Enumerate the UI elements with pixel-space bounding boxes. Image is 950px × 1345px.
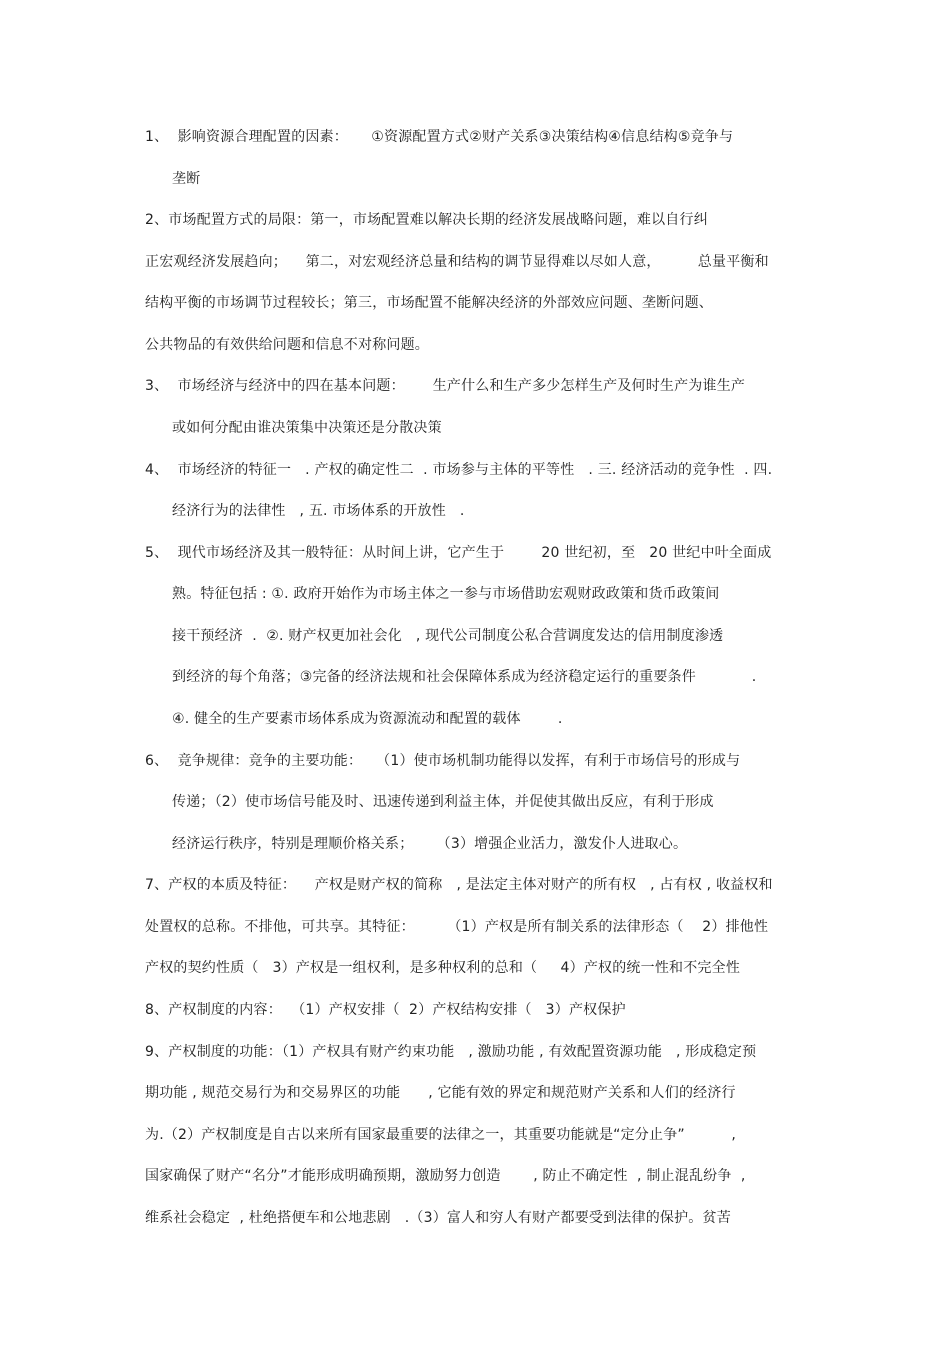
text-line: 国家确保了财产“名分”才能形成明确预期，激励努力创造 , 防止不确定性 , 制止混乱纷争 ,	[145, 1168, 746, 1184]
text-line: 正宏观经济发展趋向； 第二，对宏观经济总量和结构的调节显得难以尽如人意， 总量平衡和	[145, 254, 769, 270]
text-line: 公共物品的有效供给问题和信息不对称问题。	[145, 337, 429, 353]
text-line: 处置权的总称。不排他，可共享。其特征： （1）产权是所有制关系的法律形态（ 2）排他性	[145, 919, 769, 935]
text-line: 9、产权制度的功能：（1）产权具有财产约束功能 , 激励功能 , 有效配置资源功能 , 形成稳定预	[145, 1044, 757, 1060]
text-line: 产权的契约性质（ 3）产权是一组权利，是多种权利的总和（ 4）产权的统一性和不完全性	[145, 960, 741, 976]
text-line: 熟。特征包括 : ①. 政府开始作为市场主体之一参与市场借助宏观财政政策和货币政策间	[172, 586, 720, 602]
text-line: 5、 现代市场经济及其一般特征：从时间上讲，它产生于 20 世纪初，至 20 世纪中叶全面成	[145, 545, 772, 561]
text-line: 垄断	[172, 171, 201, 187]
text-line: 4、 市场经济的特征一 . 产权的确定性二 . 市场参与主体的平等性 . 三. 经济活动的竞争性 . 四.	[145, 462, 773, 478]
text-line: 3、 市场经济与经济中的四在基本问题： 生产什么和生产多少怎样生产及何时生产为谁生产	[145, 378, 746, 394]
text-line: ④. 健全的生产要素市场体系成为资源流动和配置的载体 .	[172, 711, 563, 727]
text-line: 传递；（2）使市场信号能及时、迅速传递到利益主体，并促使其做出反应，有利于形成	[172, 794, 714, 810]
text-line: 2、市场配置方式的局限：第一，市场配置难以解决长期的经济发展战略问题，难以自行纠	[145, 212, 708, 228]
text-line: 6、 竞争规律：竞争的主要功能： （1）使市场机制功能得以发挥，有利于市场信号的形成与	[145, 753, 741, 769]
text-line: 为.（2）产权制度是自古以来所有国家最重要的法律之一，其重要功能就是“定分止争” ,	[145, 1127, 737, 1143]
text-line: 维系社会稳定 , 杜绝搭便车和公地悲剧 .（3）富人和穷人有财产都要受到法律的保护。贫苦	[145, 1210, 731, 1226]
text-line: 到经济的每个角落；③完备的经济法规和社会保障体系成为经济稳定运行的重要条件 .	[172, 669, 757, 685]
text-line: 结构平衡的市场调节过程较长；第三，市场配置不能解决经济的外部效应问题、垄断问题、	[145, 295, 713, 311]
text-line: 8、产权制度的内容： （1）产权安排（ 2）产权结构安排（ 3）产权保护	[145, 1002, 626, 1018]
text-line: 经济行为的法律性 , 五. 市场体系的开放性 .	[172, 503, 465, 519]
text-line: 期功能 , 规范交易行为和交易界区的功能 , 它能有效的界定和规范财产关系和人们的经济行	[145, 1085, 736, 1101]
text-line: 接干预经济 . ②. 财产权更加社会化 , 现代公司制度公私合营调度发达的信用制度渗透	[172, 628, 724, 644]
text-line: 或如何分配由谁决策集中决策还是分散决策	[172, 420, 442, 436]
text-line: 7、产权的本质及特征： 产权是财产权的简称 , 是法定主体对财产的所有权 , 占有权 , 收益权和	[145, 877, 773, 893]
text-line: 1、 影响资源合理配置的因素： ①资源配置方式②财产关系③决策结构④信息结构⑤竞争与	[145, 129, 734, 145]
text-line: 经济运行秩序，特别是理顺价格关系； （3）增强企业活力，激发仆人进取心。	[172, 836, 688, 852]
